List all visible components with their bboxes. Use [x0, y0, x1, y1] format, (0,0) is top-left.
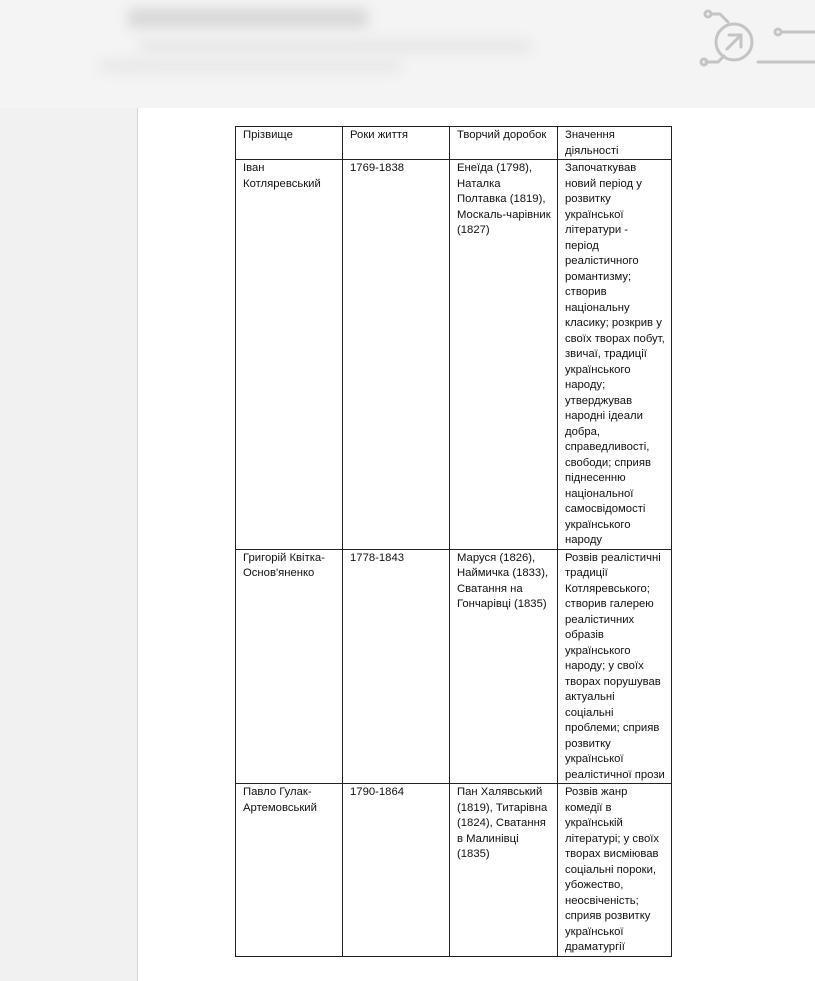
cell-significance: Розвів реалістичні традиції Котляревського; створив галерею реалістичних образів українського народу; у своїх творах порушував актуальні соціальні проблеми; сприяв розвитку української реалістичної прози [558, 549, 672, 784]
cell-years: 1790-1864 [343, 784, 450, 957]
cell-name: Іван Котляревський [236, 160, 343, 550]
cell-significance: Розвів жанр комедії в українській літературі; у своїх творах висміював соціальні пороки, убожество, неосвіченість; сприяв розвитку української драматургії [558, 784, 672, 957]
table-row [236, 784, 672, 957]
document-page [137, 108, 815, 981]
cell-works: Маруся (1826), Наймичка (1833), Сватання на Гончарівці (1835) [450, 549, 558, 784]
blurred-header [0, 0, 815, 108]
cell-works: Пан Халявський (1819), Титарівна (1824), Сватання в Малинівці (1835) [450, 784, 558, 957]
blurred-subtitle [140, 40, 530, 52]
left-margin-panel [0, 108, 137, 981]
header-works: Творчий доробок [450, 127, 558, 160]
blurred-subtitle-2 [100, 60, 400, 72]
table-row [236, 160, 672, 550]
cell-significance: Започаткував новий період у розвитку української літератури - період реалістичного романтизму; створив національну класику; розкрив у своїх творах побут, звичаї, традиції українського народу; утверджував народні ідеали добра, справедливості, свободи; сприяв піднесенню національної самосвідомості українського народу [558, 160, 672, 550]
circuit-logo-icon [698, 6, 815, 72]
blurred-title [128, 8, 368, 28]
header-significance: Значення діяльності [558, 127, 672, 160]
table-header-row [236, 127, 672, 160]
cell-years: 1778-1843 [343, 549, 450, 784]
header-years: Роки життя [343, 127, 450, 160]
writers-table [235, 126, 672, 957]
cell-years: 1769-1838 [343, 160, 450, 550]
cell-name: Павло Гулак-Артемовський [236, 784, 343, 957]
header-surname: Прізвище [236, 127, 343, 160]
cell-name: Григорій Квітка-Основ'яненко [236, 549, 343, 784]
table-row [236, 549, 672, 784]
cell-works: Енеїда (1798), Наталка Полтавка (1819), Москаль-чарівник (1827) [450, 160, 558, 550]
